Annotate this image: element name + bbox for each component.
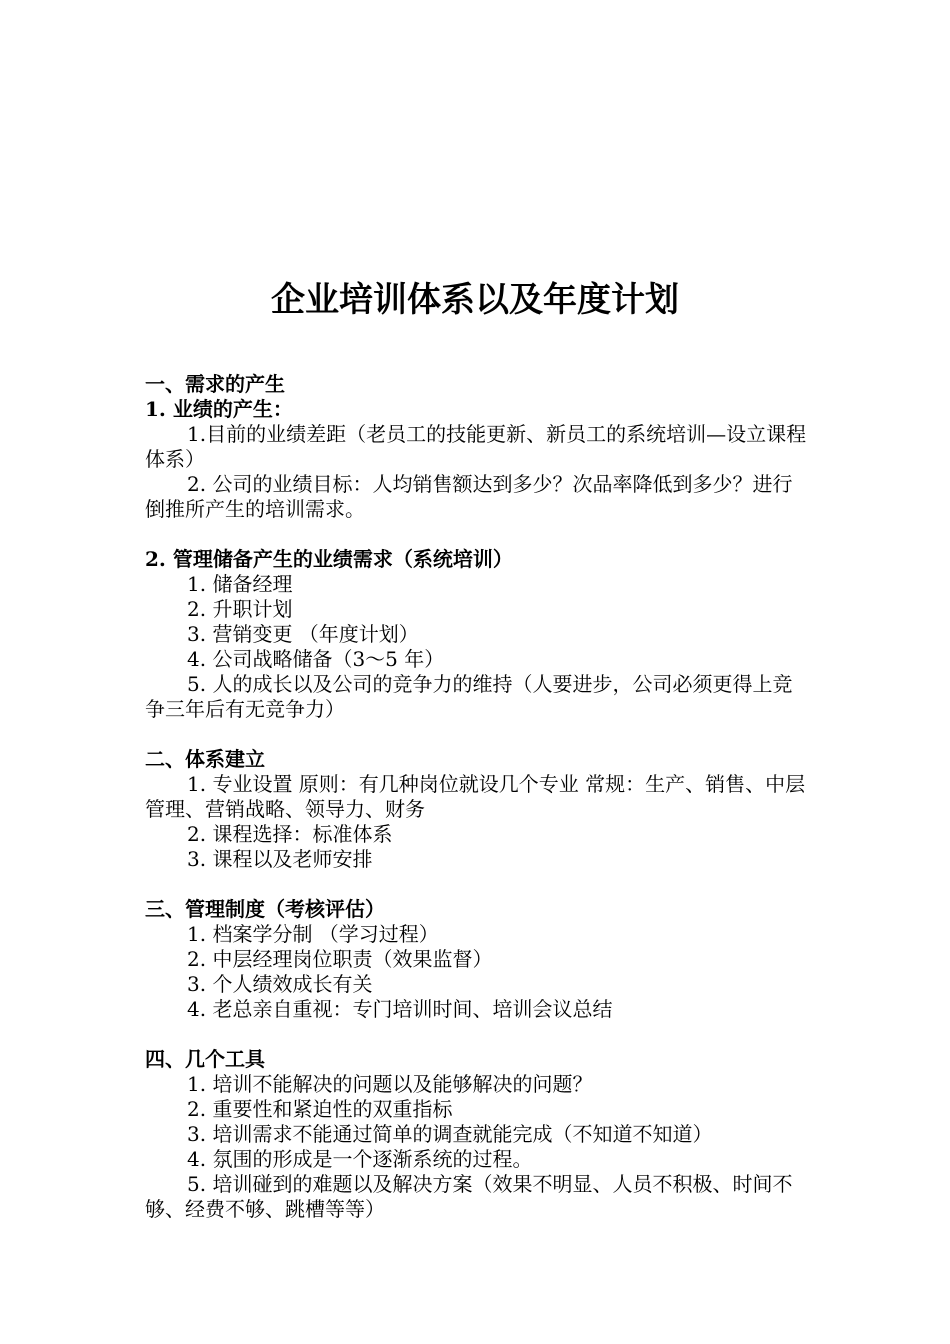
section-heading-management-system: 三、管理制度（考核评估） xyxy=(145,897,385,921)
list-item: 4. 氛围的形成是一个逐渐系统的过程。 xyxy=(187,1147,533,1171)
list-item: 3. 课程以及老师安排 xyxy=(187,847,373,871)
list-item: 2. 重要性和紧迫性的双重指标 xyxy=(187,1097,453,1121)
list-item: 1.目前的业绩差距（老员工的技能更新、新员工的系统培训—设立课程体系） xyxy=(145,422,807,471)
list-item: 3. 个人绩效成长有关 xyxy=(187,972,373,996)
list-item: 3. 培训需求不能通过简单的调查就能完成（不知道不知道） xyxy=(187,1122,713,1146)
list-item: 4. 老总亲自重视：专门培训时间、培训会议总结 xyxy=(187,997,613,1021)
list-item: 2. 课程选择：标准体系 xyxy=(187,822,393,846)
section-heading-system: 二、体系建立 xyxy=(145,747,265,771)
section-heading-demand: 一、需求的产生 xyxy=(145,372,285,396)
paragraph-spacer xyxy=(145,872,810,897)
list-item: 2. 中层经理岗位职责（效果监督） xyxy=(187,947,493,971)
list-item: 1. 培训不能解决的问题以及能够解决的问题？ xyxy=(187,1072,593,1096)
paragraph-spacer xyxy=(145,522,810,547)
section-heading-tools: 四、几个工具 xyxy=(145,1047,265,1071)
paragraph-spacer xyxy=(145,722,810,747)
list-item: 2. 升职计划 xyxy=(187,597,293,621)
list-item: 4. 公司战略储备（3～5 年） xyxy=(187,647,445,671)
subsection-heading-management-reserve: 2. 管理储备产生的业绩需求（系统培训） xyxy=(145,547,513,571)
document-title: 企业培训体系以及年度计划 xyxy=(271,280,679,320)
paragraph-spacer xyxy=(145,1022,810,1047)
list-item: 5. 培训碰到的难题以及解决方案（效果不明显、人员不积极、时间不够、经费不够、跳槽等等） xyxy=(145,1172,793,1221)
list-item: 1. 专业设置 原则：有几种岗位就设几个专业 常规：生产、销售、中层管理、营销战略、领导力、财务 xyxy=(145,772,806,821)
list-item: 1. 档案学分制 （学习过程） xyxy=(187,922,439,946)
list-item: 3. 营销变更 （年度计划） xyxy=(187,622,419,646)
list-item: 5. 人的成长以及公司的竞争力的维持（人要进步，公司必须更得上竞争三年后有无竞争力） xyxy=(145,672,793,721)
document-body xyxy=(145,372,810,1222)
list-item: 2. 公司的业绩目标：人均销售额达到多少？次品率降低到多少？进行倒推所产生的培训需求。 xyxy=(145,472,793,521)
subsection-heading-performance: 1. 业绩的产生： xyxy=(145,397,293,421)
list-item: 1. 储备经理 xyxy=(187,572,293,596)
